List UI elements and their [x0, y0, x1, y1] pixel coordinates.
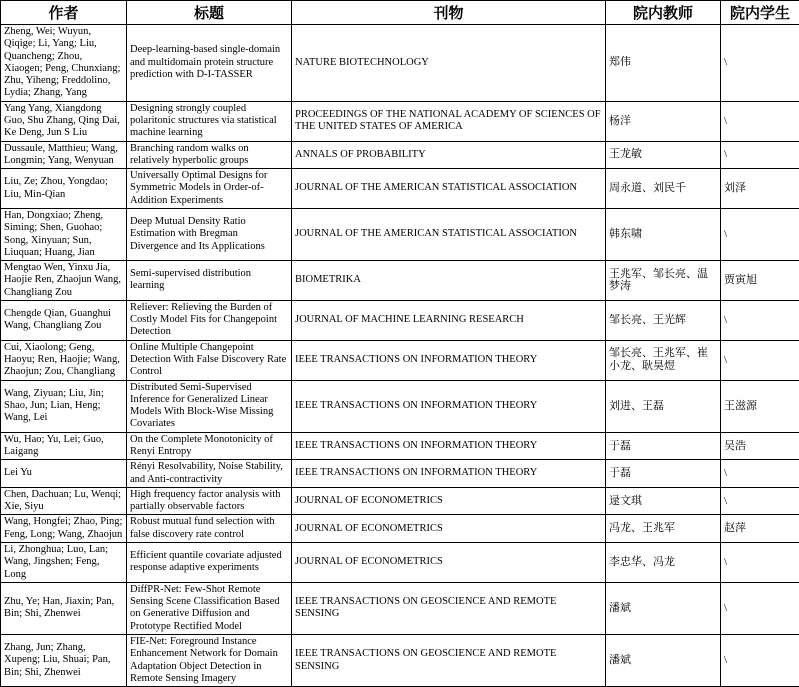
journal-cell: JOURNAL OF THE AMERICAN STATISTICAL ASSOCIATION [292, 208, 606, 260]
title-cell: Deep Mutual Density Ratio Estimation with Bregman Divergence and Its Applications [127, 208, 292, 260]
teachers-cell: 潘斌 [606, 634, 721, 686]
table-row [1, 101, 799, 141]
students-cell: \ [721, 141, 799, 169]
authors-cell: Wang, Ziyuan; Liu, Jin; Shao, Jun; Lian, Heng; Wang, Lei [1, 380, 127, 432]
students-cell: \ [721, 300, 799, 340]
journal-cell: IEEE TRANSACTIONS ON GEOSCIENCE AND REMOTE SENSING [292, 582, 606, 634]
teachers-cell: 杨洋 [606, 101, 721, 141]
table-row [1, 25, 799, 102]
title-cell: Deep-learning-based single-domain and multidomain protein structure prediction with D-I-TASSER [127, 25, 292, 102]
students-cell: 王滋源 [721, 380, 799, 432]
title-cell: Designing strongly coupled polaritonic structures via statistical machine learning [127, 101, 292, 141]
teachers-cell: 于磊 [606, 432, 721, 460]
header-row [1, 1, 799, 25]
table-row [1, 487, 799, 515]
title-cell: Efficient quantile covariate adjusted response adaptive experiments [127, 542, 292, 582]
teachers-cell: 冯龙、王兆军 [606, 515, 721, 543]
students-cell: 吴浩 [721, 432, 799, 460]
teachers-cell: 韩东啸 [606, 208, 721, 260]
students-cell: \ [721, 582, 799, 634]
journal-cell: IEEE TRANSACTIONS ON INFORMATION THEORY [292, 380, 606, 432]
teachers-cell: 于磊 [606, 460, 721, 488]
students-cell: 赵萍 [721, 515, 799, 543]
table-row [1, 208, 799, 260]
title-cell: Robust mutual fund selection with false discovery rate control [127, 515, 292, 543]
students-cell: \ [721, 25, 799, 102]
authors-cell: Zhu, Ye; Han, Jiaxin; Pan, Bin; Shi, Zhenwei [1, 582, 127, 634]
column-header-authors: 作者 [1, 1, 127, 25]
title-cell: Universally Optimal Designs for Symmetric Models in Order-of-Addition Experiments [127, 169, 292, 209]
title-cell: High frequency factor analysis with partially observable factors [127, 487, 292, 515]
title-cell: FIE-Net: Foreground Instance Enhancement Network for Domain Adaptation Object Detection in Remote Sensing Imagery [127, 634, 292, 686]
table-row [1, 261, 799, 301]
authors-cell: Wang, Hongfei; Zhao, Ping; Feng, Long; Wang, Zhaojun [1, 515, 127, 543]
journal-cell: PROCEEDINGS OF THE NATIONAL ACADEMY OF SCIENCES OF THE UNITED STATES OF AMERICA [292, 101, 606, 141]
students-cell: \ [721, 487, 799, 515]
authors-cell: Li, Zhonghua; Luo, Lan; Wang, Jingshen; Feng, Long [1, 542, 127, 582]
table-row [1, 340, 799, 380]
authors-cell: Chen, Dachuan; Lu, Wenqi; Xie, Siyu [1, 487, 127, 515]
students-cell: \ [721, 101, 799, 141]
column-header-title: 标题 [127, 1, 292, 25]
authors-cell: Lei Yu [1, 460, 127, 488]
table-row [1, 169, 799, 209]
authors-cell: Liu, Ze; Zhou, Yongdao; Liu, Min-Qian [1, 169, 127, 209]
teachers-cell: 王龙敏 [606, 141, 721, 169]
title-cell: Distributed Semi-Supervised Inference for Generalized Linear Models With Block-Wise Missing Covariates [127, 380, 292, 432]
teachers-cell: 逯文琪 [606, 487, 721, 515]
students-cell: \ [721, 460, 799, 488]
authors-cell: Zheng, Wei; Wuyun, Qiqige; Li, Yang; Liu, Quancheng; Zhou, Xiaogen; Peng, Chunxiang; Zhu, Yiheng; Freddolino, Lydia; Zhang, Yang [1, 25, 127, 102]
table-row [1, 582, 799, 634]
authors-cell: Mengtao Wen, Yinxu Jia, Haojie Ren, Zhaojun Wang, Changliang Zou [1, 261, 127, 301]
journal-cell: IEEE TRANSACTIONS ON INFORMATION THEORY [292, 432, 606, 460]
authors-cell: Zhang, Jun; Zhang, Xupeng; Liu, Shuai; Pan, Bin; Shi, Zhenwei [1, 634, 127, 686]
journal-cell: NATURE BIOTECHNOLOGY [292, 25, 606, 102]
teachers-cell: 潘斌 [606, 582, 721, 634]
authors-cell: Chengde Qian, Guanghui Wang, Changliang Zou [1, 300, 127, 340]
title-cell: Rényi Resolvability, Noise Stability, and Anti-contractivity [127, 460, 292, 488]
journal-cell: IEEE TRANSACTIONS ON GEOSCIENCE AND REMOTE SENSING [292, 634, 606, 686]
teachers-cell: 刘进、王磊 [606, 380, 721, 432]
students-cell: 刘泽 [721, 169, 799, 209]
authors-cell: Cui, Xiaolong; Geng, Haoyu; Ren, Haojie; Wang, Zhaojun; Zou, Changliang [1, 340, 127, 380]
teachers-cell: 周永道、刘民千 [606, 169, 721, 209]
students-cell: \ [721, 634, 799, 686]
teachers-cell: 郑伟 [606, 25, 721, 102]
title-cell: Reliever: Relieving the Burden of Costly Model Fits for Changepoint Detection [127, 300, 292, 340]
journal-cell: JOURNAL OF THE AMERICAN STATISTICAL ASSOCIATION [292, 169, 606, 209]
journal-cell: IEEE TRANSACTIONS ON INFORMATION THEORY [292, 340, 606, 380]
journal-cell: JOURNAL OF MACHINE LEARNING RESEARCH [292, 300, 606, 340]
authors-cell: Yang Yang, Xiangdong Guo, Shu Zhang, Qing Dai, Ke Deng, Jun S Liu [1, 101, 127, 141]
table-body [1, 25, 799, 687]
journal-cell: JOURNAL OF ECONOMETRICS [292, 487, 606, 515]
table-row [1, 634, 799, 686]
teachers-cell: 邹长亮、王光辉 [606, 300, 721, 340]
students-cell: \ [721, 340, 799, 380]
teachers-cell: 邹长亮、王兆军、崔小龙、耿昊煜 [606, 340, 721, 380]
table-row [1, 300, 799, 340]
table-row [1, 460, 799, 488]
journal-cell: BIOMETRIKA [292, 261, 606, 301]
authors-cell: Han, Dongxiao; Zheng, Siming; Shen, Guohao; Song, Xinyuan; Sun, Liuquan; Huang, Jian [1, 208, 127, 260]
table-row [1, 542, 799, 582]
students-cell: 贾寅旭 [721, 261, 799, 301]
table-row [1, 515, 799, 543]
students-cell: \ [721, 542, 799, 582]
authors-cell: Dussaule, Matthieu; Wang, Longmin; Yang, Wenyuan [1, 141, 127, 169]
title-cell: Online Multiple Changepoint Detection With False Discovery Rate Control [127, 340, 292, 380]
table-row [1, 380, 799, 432]
table-row [1, 432, 799, 460]
journal-cell: IEEE TRANSACTIONS ON INFORMATION THEORY [292, 460, 606, 488]
title-cell: DiffPR-Net: Few-Shot Remote Sensing Scene Classification Based on Generative Diffusion and Prototype Rectified Model [127, 582, 292, 634]
teachers-cell: 李忠华、冯龙 [606, 542, 721, 582]
journal-cell: JOURNAL OF ECONOMETRICS [292, 515, 606, 543]
journal-cell: JOURNAL OF ECONOMETRICS [292, 542, 606, 582]
title-cell: Branching random walks on relatively hyperbolic groups [127, 141, 292, 169]
column-header-journal: 刊物 [292, 1, 606, 25]
journal-cell: ANNALS OF PROBABILITY [292, 141, 606, 169]
students-cell: \ [721, 208, 799, 260]
authors-cell: Wu, Hao; Yu, Lei; Guo, Laigang [1, 432, 127, 460]
title-cell: On the Complete Monotonicity of Renyi Entropy [127, 432, 292, 460]
title-cell: Semi-supervised distribution learning [127, 261, 292, 301]
column-header-students: 院内学生 [721, 1, 799, 25]
column-header-teachers: 院内教师 [606, 1, 721, 25]
table-row [1, 141, 799, 169]
teachers-cell: 王兆军、邹长亮、温梦涛 [606, 261, 721, 301]
